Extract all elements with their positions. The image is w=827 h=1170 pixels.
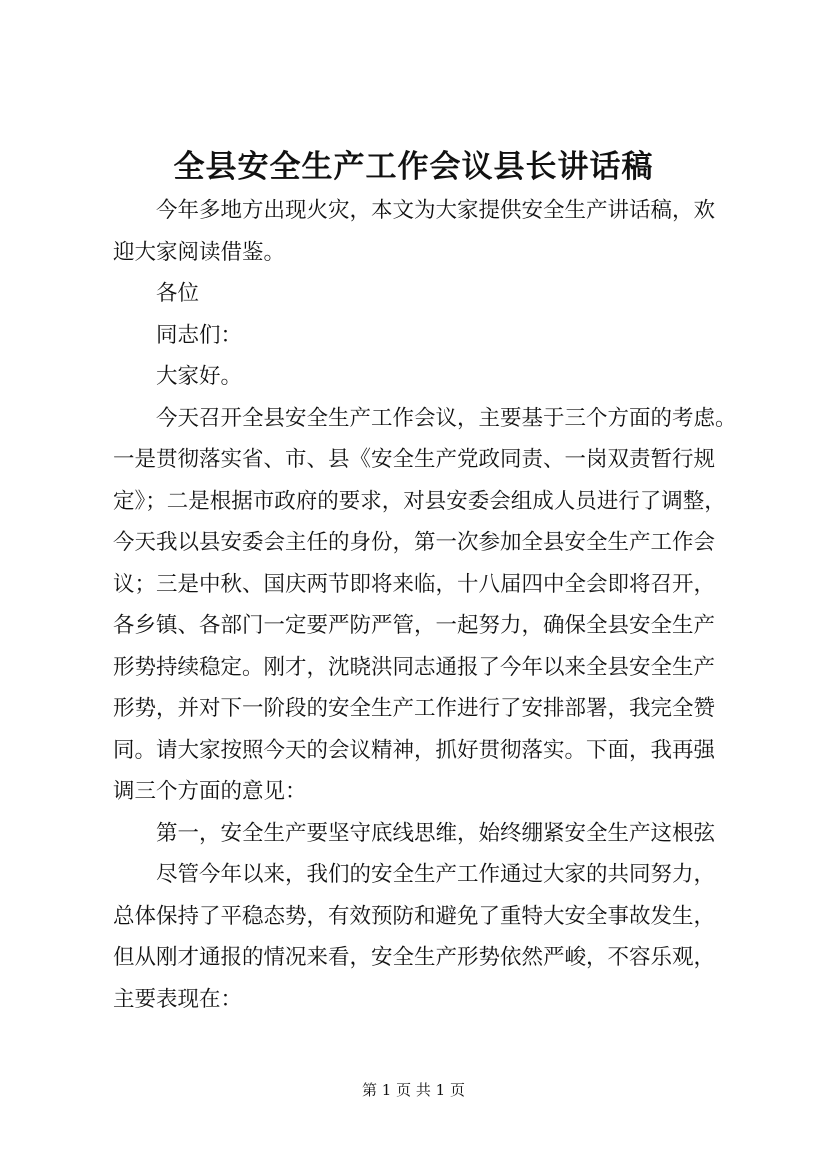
document-body [113, 190, 743, 1020]
text-line: 大家好。 [156, 364, 243, 389]
text-line: 但从刚才通报的情况来看，安全生产形势依然严峻，不容乐观， [113, 945, 716, 970]
text-line: 同。请大家按照今天的会议精神，抓好贯彻落实。下面，我再强 [113, 737, 716, 763]
page-number-footer: 第 1 页 共 1 页 [362, 1081, 465, 1099]
text-line: 形势，并对下一阶段的安全生产工作进行了安排部署，我完全赞 [113, 696, 716, 721]
text-line: 同志们： [156, 322, 243, 348]
text-line: 形势持续稳定。刚才，沈晓洪同志通报了今年以来全县安全生产 [113, 654, 716, 680]
paragraph-salutation [113, 273, 743, 315]
text-line: 今年多地方出现火灾，本文为大家提供安全生产讲话稿，欢 [156, 198, 716, 223]
text-line: 总体保持了平稳态势，有效预防和避免了重特大安全事故发生， [113, 903, 716, 929]
text-line: 各位 [156, 281, 200, 306]
text-line: 一是贯彻落实省、市、县《安全生产党政同责、一岗双责暂行规 [113, 447, 716, 472]
paragraph-salutation-2 [113, 315, 743, 357]
paragraph-situation [113, 854, 743, 1020]
text-line: 今天我以县安委会主任的身份，第一次参加全县安全生产工作会 [113, 530, 716, 555]
document-title: 全县安全生产工作会议县长讲话稿 [173, 149, 654, 185]
paragraph-intro [113, 190, 743, 273]
text-line: 定》；二是根据市政府的要求，对县安委会组成人员进行了调整， [113, 488, 726, 514]
paragraph-purpose [113, 398, 743, 813]
text-line: 调三个方面的意见： [113, 779, 307, 804]
text-line: 议；三是中秋、国庆两节即将来临，十八届四中全会即将召开， [113, 571, 716, 597]
text-line: 主要表现在： [113, 986, 243, 1012]
section-heading: 第一，安全生产要坚守底线思维，始终绷紧安全生产这根弦 [156, 820, 716, 846]
text-line: 迎大家阅读借鉴。 [113, 239, 286, 265]
paragraph-greeting [113, 356, 743, 398]
text-line: 今天召开全县安全生产工作会议，主要基于三个方面的考虑。 [156, 405, 737, 431]
text-line: 尽管今年以来，我们的安全生产工作通过大家的共同努力， [156, 862, 716, 887]
paragraph-section-heading [113, 813, 743, 855]
text-line: 各乡镇、各部门一定要严防严管，一起努力，确保全县安全生产 [113, 613, 716, 638]
